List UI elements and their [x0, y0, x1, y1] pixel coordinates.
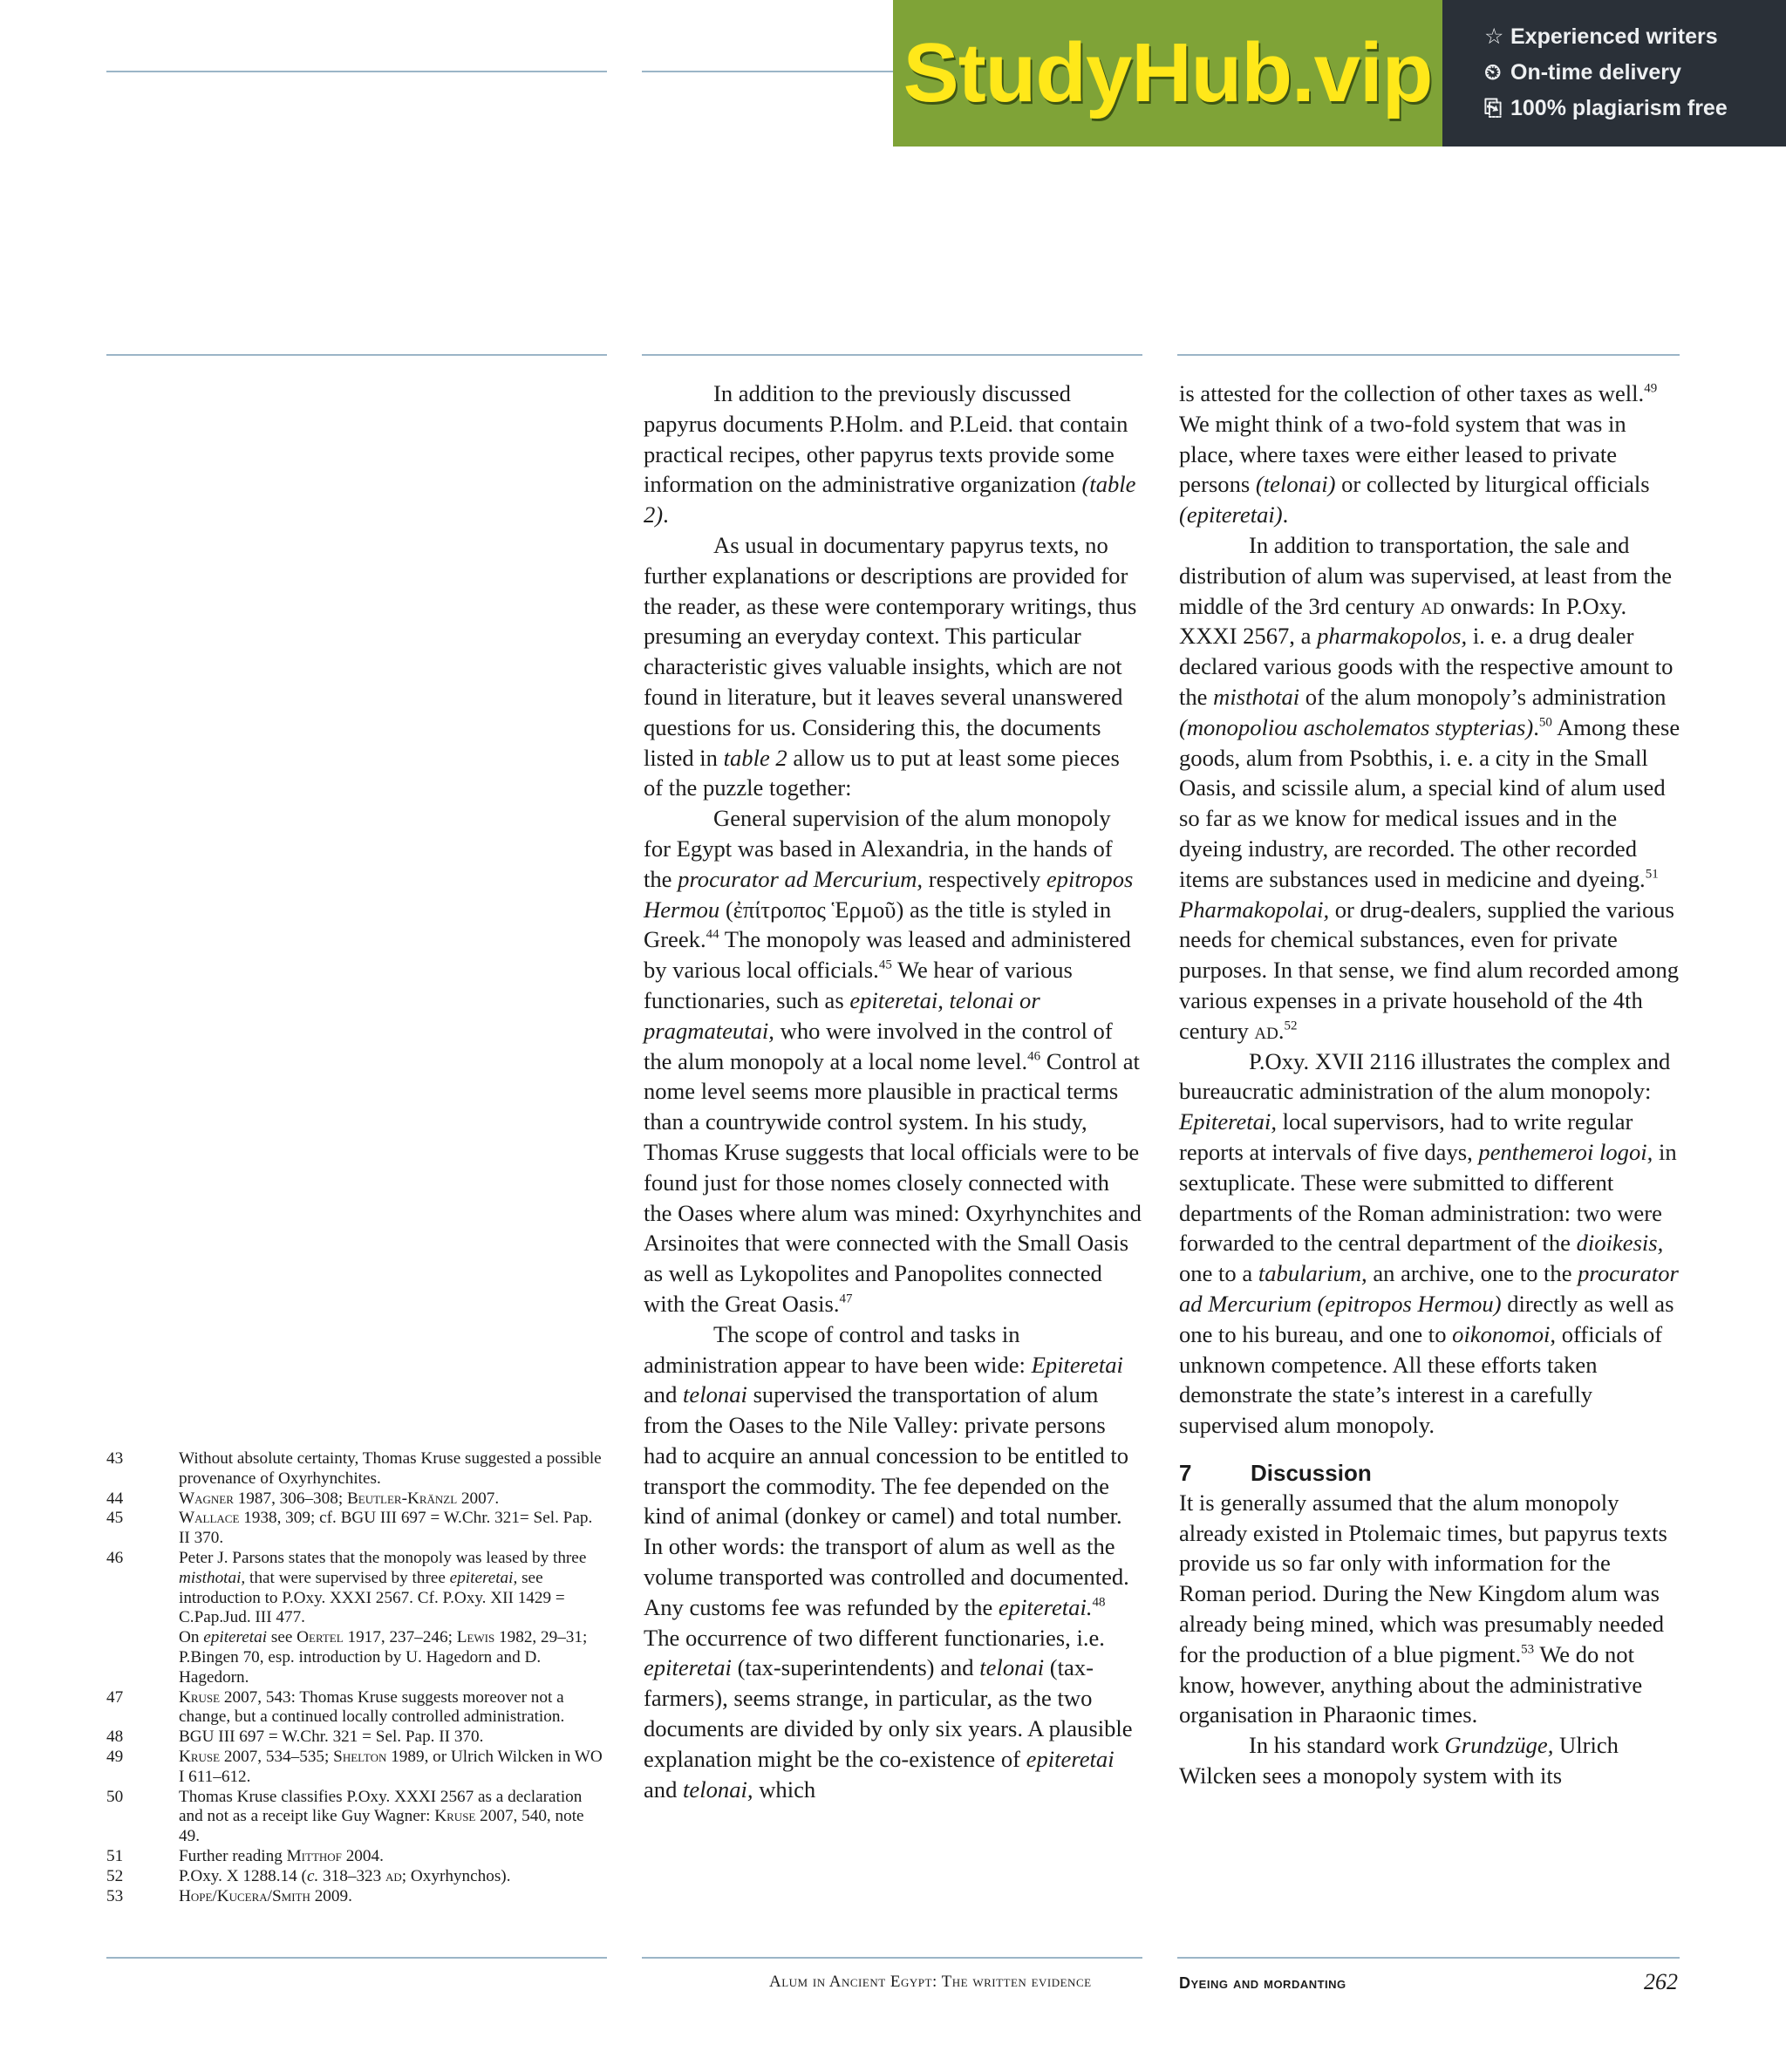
bottom-rule-middle: [642, 1957, 1142, 1959]
studyhub-banner[interactable]: [893, 0, 1786, 147]
footnote: [106, 1887, 603, 1907]
footnote: [106, 1489, 603, 1510]
footnote-text: BGU III 697 = W.Chr. 321 = Sel. Pap. II 370.: [179, 1728, 484, 1747]
footnote-number: 49: [106, 1747, 124, 1766]
footnote: [106, 1847, 603, 1867]
feature-plagiarism-free: ⎘ 100% plagiarism free: [1484, 91, 1786, 126]
paragraph: In his standard work Grundzüge, Ulrich Wilcken sees a monopoly system with its: [1179, 1732, 1619, 1789]
footnote-number: 52: [106, 1866, 124, 1885]
footnote: [106, 1748, 603, 1788]
footnote-number: 43: [106, 1449, 124, 1468]
footnote-text: Hope/Kucera/Smith 2009.: [179, 1886, 352, 1905]
paragraph: In addition to the previously discussed papyrus documents P.Holm. and P.Leid. that contain practical recipes, other papyrus texts provide some information on the administrative organization (table 2).: [644, 380, 1136, 528]
header-rule-left: [106, 354, 607, 356]
header-rule-middle: [642, 354, 1142, 356]
running-head-right: Dyeing and mordanting: [1179, 1974, 1346, 1992]
bottom-rule-left: [106, 1957, 607, 1959]
footnote-number: 48: [106, 1728, 124, 1747]
page-number: 262: [1644, 1969, 1678, 1994]
footnote-text: Without absolute certainty, Thomas Kruse suggested a possible provenance of Oxyrhynchites.: [179, 1449, 602, 1488]
banner-features: [1442, 0, 1786, 147]
copy-icon: ⎘: [1484, 96, 1503, 120]
paragraph: As usual in documentary papyrus texts, no further explanations or descriptions are provided for the reader, as these were contemporary writings, thus presuming an everyday context. This particular characteristic gives valuable insights, which are not found in literature, but it leaves several unanswered questions for us. Considering this, the documents listed in table 2 allow us to put at least some pieces of the puzzle together:: [644, 531, 1137, 801]
footnote-text: Kruse 2007, 543: Thomas Kruse suggests moreover not a change, but a continued locally controlled administration.: [179, 1687, 565, 1727]
feature-experienced-writers: ☆ Experienced writers: [1484, 19, 1786, 55]
section-title: Discussion: [1251, 1459, 1372, 1486]
footnote: [106, 1788, 603, 1847]
footnote: [106, 1449, 603, 1489]
paragraph: In addition to transportation, the sale and distribution of alum was supervised, at least from the middle of the 3rd century ad onwards: In P.Oxy. XXXI 2567, a pharmakopolos, i. e. a drug dealer declared various goods with the respective amount to the misthotai of the alum monopoly’s administration (monopoliou ascholematos stypterias).$^{50}$ Among these goods, alum from Psobthis, i. e. a city in the Small Oasis, and scissile alum, a special kind of alum used so far as we know for medical issues and in the dyeing industry, are recorded. The other recorded items are substances used in medicine and dyeing.$^{51}$ Pharmakopolai, or drug-dealers, supplied the various needs for chemical substances, even for private purposes. In that sense, we find alum recorded among various expenses in a private household of the 4th century ad.$^{52}$: [1179, 531, 1680, 1044]
footnote: [106, 1549, 603, 1688]
footnote-text: Further reading Mitthof 2004.: [179, 1846, 384, 1865]
footnote-number: 47: [106, 1687, 124, 1707]
paragraph: P.Oxy. XVII 2116 illustrates the complex and bureaucratic administration of the alum monopoly: Epiteretai, local supervisors, had to write regular reports at intervals of five days, penthemeroi logoi, in sextuplicate. These were submitted to different departments of the Roman administration: two were forwarded to the central department of the dioikesis, one to a tabularium, an archive, one to the procurator ad Mercurium (epitropos Hermou) directly as well as one to his bureau, and one to oikonomoi, officials of unknown competence. All these efforts taken demonstrate the state’s interest in a carefully supervised alum monopoly.: [1179, 1047, 1679, 1439]
footnote-number: 44: [106, 1489, 124, 1508]
footnote: [106, 1867, 603, 1887]
footnote-text: Thomas Kruse classifies P.Oxy. XXXI 2567 as a declaration and not as a receipt like Guy Wagner: Kruse 2007, 540, note 49.: [179, 1787, 584, 1846]
studyhub-logo[interactable]: [893, 0, 1442, 147]
middle-text-column: [644, 378, 1142, 1804]
section-number: 7: [1179, 1459, 1192, 1486]
footnote-text: Kruse 2007, 534–535; Shelton 1989, or Ulrich Wilcken in WO I 611–612.: [179, 1747, 603, 1786]
section-heading: [1179, 1458, 1681, 1488]
paragraph: The scope of control and tasks in administration appear to have been wide: Epiteretai and telonai supervised the transportation of alum from the Oases to the Nile Valley: private persons had to acquire an annual concession to be entitled to transport the commodity. The fee depended on the kind of animal (donkey or camel) and total number. In other words: the transport of alum as well as the volume transported was controlled and documented. Any customs fee was refunded by the epiteretai.$^{48}$ The occurrence of two different functionaries, i.e. epiteretai (tax-superintendents) and telonai (tax-farmers), seems strange, in particular, as the two documents are divided by only six years. A plausible explanation might be the co-existence of epiteretai and telonai, which: [644, 1320, 1133, 1803]
paragraph: is attested for the collection of other taxes as well.$^{49}$ We might think of a two-fold system that was in place, where taxes were either leased to private persons (telonai) or collected by liturgical officials (epiteretai).: [1179, 380, 1658, 528]
logo-text: StudyHub.vip: [903, 26, 1433, 119]
bottom-rule-right: [1177, 1957, 1680, 1959]
footnote: [106, 1509, 603, 1549]
running-head-left: Alum in Ancient Egypt: The written evidence: [769, 1973, 1092, 1991]
right-text-column: [1179, 378, 1681, 1791]
footnote-text: P.Oxy. X 1288.14 (c. 318–323 ad; Oxyrhynchos).: [179, 1866, 511, 1885]
top-rule-left: [106, 71, 607, 72]
clock-icon: ⏲: [1484, 60, 1502, 85]
footnote-number: 46: [106, 1548, 124, 1567]
footnote-number: 51: [106, 1846, 124, 1865]
paragraph: It is generally assumed that the alum monopoly already existed in Ptolemaic times, but papyrus texts provide us so far only with information for the Roman period. During the New Kingdom alum was already being mined, which was presumably needed for the production of a blue pigment.$^{53}$ We do not know, however, anything about the administrative organisation in Pharaonic times.: [1179, 1489, 1667, 1728]
footnote-text: Wagner 1987, 306–308; Beutler-Kränzl 2007.: [179, 1489, 500, 1508]
feature-on-time-delivery: ⏲ On-time delivery: [1484, 55, 1786, 91]
footnote-number: 53: [106, 1886, 124, 1905]
header-rule-right: [1177, 354, 1680, 356]
footnote: [106, 1688, 603, 1728]
footnote-text: Wallace 1938, 309; cf. BGU III 697 = W.Chr. 321= Sel. Pap. II 370.: [179, 1509, 593, 1548]
footnote: [106, 1728, 603, 1748]
footnote-text: Peter J. Parsons states that the monopoly was leased by three misthotai, that were supervised by three epiteretai, see introduction to P.Oxy. XXXI 2567. Cf. P.Oxy. XII 1429 = C.Pap.Jud. III 477. On epiteretai see Oertel 1917, 237–246; Lewis 1982, 29–31; P.Bingen 70, esp. introduction by U. Hagedorn and D. Hagedorn.: [179, 1548, 588, 1687]
footnote-number: 45: [106, 1509, 124, 1528]
star-icon: ☆: [1484, 24, 1504, 49]
right-paragraphs: [1179, 378, 1681, 1441]
section-paragraphs: [1179, 1488, 1681, 1791]
footnote-number: 50: [106, 1787, 124, 1806]
footnotes: [106, 1449, 603, 1906]
paragraph: General supervision of the alum monopoly for Egypt was based in Alexandria, in the hands of the procurator ad Mercurium, respectively epitropos Hermou (ἐπίτροπος Ἑρμοῦ) as the title is styled in Greek.$^{44}$ The monopoly was leased and administered by various local officials.$^{45}$ We hear of various functionaries, such as epiteretai, telonai or pragmateutai, who were involved in the control of the alum monopoly at a local nome level.$^{46}$ Control at nome level seems more plausible in practical terms than a countrywide control system. In his study, Thomas Kruse suggests that local officials were to be found just for those nomes closely connected with the Oases where alum was mined: Oxyrhynchites and Arsinoites that were connected with the Small Oasis as well as Lykopolites and Panopolites connected with the Great Oasis.$^{47}$: [644, 805, 1142, 1317]
